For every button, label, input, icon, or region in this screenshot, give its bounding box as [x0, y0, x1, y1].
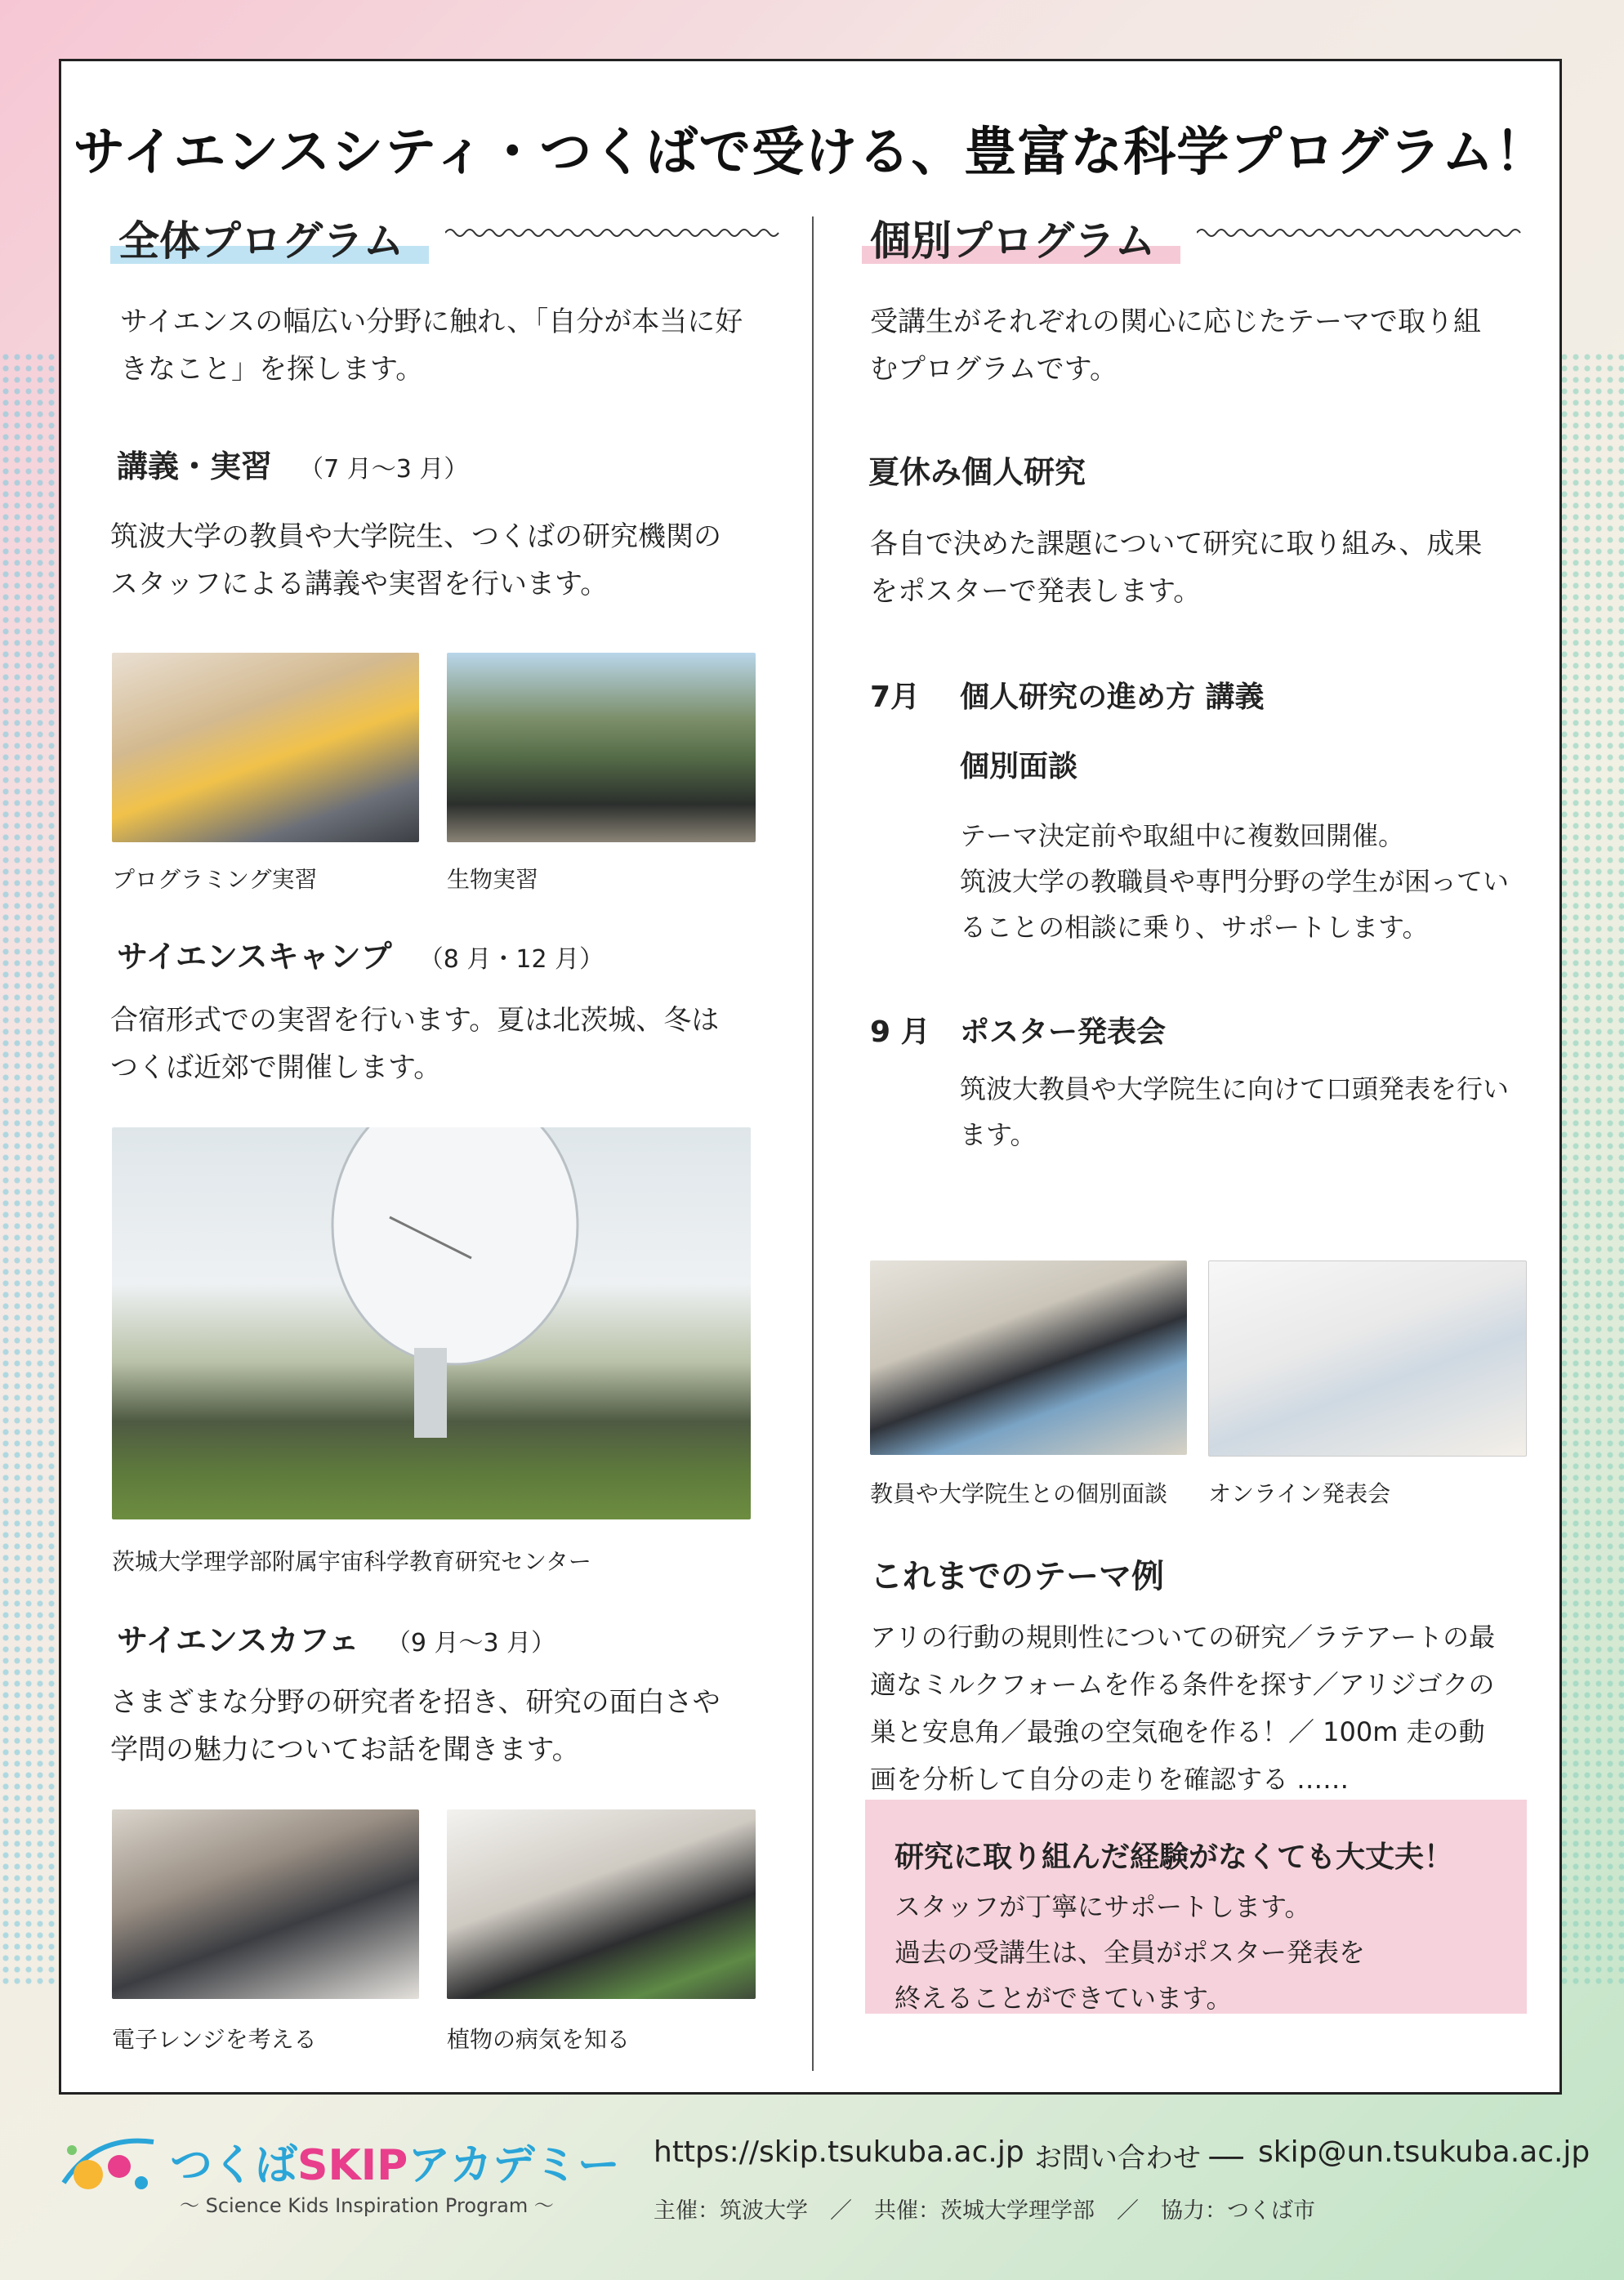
lectures-subheader [110, 441, 468, 486]
camp-group-photo [112, 1127, 751, 1519]
interview-photo [870, 1260, 1187, 1455]
callout-line: 過去の受講生は、全員がポスター発表を [895, 1937, 1366, 1968]
logo-skip: SKIP [297, 2141, 408, 2190]
themes-line: 画を分析して自分の走りを確認する …… [870, 1764, 1350, 1795]
logo-academy: アカデミー [408, 2141, 620, 2190]
lectures-line: スタッフによる講義や実習を行います。 [110, 568, 609, 600]
cafe-line: さまざまな分野の研究者を招き、研究の面白さや [110, 1686, 721, 1719]
summer-title-text: 夏休み個人研究 [868, 454, 1086, 490]
lectures-period: （7 月〜3 月） [299, 455, 469, 484]
lectures-title-text: 講義・実習 [117, 448, 273, 484]
sept-line: ます。 [960, 1119, 1037, 1150]
sept-label: 9 月 [870, 1015, 930, 1049]
july-line: テーマ決定前や取組中に複数回開催。 [960, 820, 1405, 851]
sept-line: 筑波大教員や大学院生に向けて口頭発表を行い [960, 1073, 1510, 1104]
skip-logo-text [170, 2131, 620, 2192]
online-presentation-photo [1208, 1260, 1527, 1457]
july-line: ることの相談に乗り、サポートします。 [960, 912, 1429, 943]
intro-line: むプログラムです。 [870, 353, 1118, 386]
page-title: サイエンスシティ・つくばで受ける、豊富な科学プログラム！ [73, 123, 1548, 183]
plant-photo [447, 1809, 756, 1999]
biology-photo [447, 653, 756, 842]
cafe-line: 学問の魅力についてお話を聞きます。 [110, 1733, 580, 1766]
camp-subheader [110, 931, 604, 976]
overall-intro [120, 298, 790, 393]
overall-program-header [110, 208, 788, 282]
camp-description [110, 997, 788, 1091]
programming-caption: プログラミング実習 [112, 866, 318, 893]
intro-line: 受講生がそれぞれの関心に応じたテーマで取り組 [870, 306, 1481, 338]
lectures-description [110, 513, 788, 608]
organizers: 主催：筑波大学 ／ 共催：茨城大学理学部 ／ 協力：つくば市 [654, 2198, 1315, 2224]
summer-title [862, 447, 1092, 492]
july-description [960, 813, 1548, 950]
skip-logo-icon [56, 2126, 162, 2207]
wavy-line-icon [1197, 223, 1524, 243]
cafe-title [110, 1615, 366, 1660]
individual-intro [870, 298, 1540, 393]
dish-antenna-icon [112, 1127, 751, 1519]
camp-line: 合宿形式での実習を行います。夏は北茨城、冬は [110, 1004, 720, 1037]
programming-photo [112, 653, 419, 842]
summer-description [870, 520, 1540, 615]
themes-line: 巣と安息角／最強の空気砲を作る！／ 100m 走の動 [870, 1716, 1485, 1747]
summer-subheader [862, 447, 1092, 492]
july-lecture: 個人研究の進め方 講義 [960, 680, 1265, 714]
camp-title [110, 931, 399, 976]
callout-title: 研究に取り組んだ経験がなくても大丈夫！ [895, 1841, 1454, 1874]
camp-caption: 茨城大学理学部附属宇宙科学教育研究センター [112, 1548, 591, 1575]
right-dot-pattern [1559, 351, 1624, 1985]
callout-line: スタッフが丁寧にサポートします。 [895, 1891, 1311, 1922]
camp-line: つくば近郊で開催します。 [110, 1051, 442, 1084]
themes-line: 適なミルクフォームを作る条件を探す／アリジゴクの [870, 1669, 1495, 1700]
callout-line: 終えることができています。 [895, 1983, 1233, 2014]
content-panel [59, 59, 1562, 2095]
website-link[interactable]: https://skip.tsukuba.ac.jp [654, 2135, 1024, 2169]
summer-line: 各自で決めた課題について研究に取り組み、成果 [870, 528, 1483, 560]
overall-program-column [110, 208, 788, 2053]
themes-title: これまでのテーマ例 [870, 1558, 1164, 1595]
logo-subtitle: 〜 Science Kids Inspiration Program 〜 [180, 2194, 554, 2217]
individual-program-heading: 個別プログラム [870, 217, 1156, 265]
logo-tsukuba: つくば [170, 2141, 298, 2190]
summer-line: をポスターで発表します。 [870, 575, 1202, 608]
online-caption: オンライン発表会 [1208, 1480, 1391, 1507]
sept-description [960, 1066, 1548, 1158]
left-dot-pattern [0, 351, 65, 1985]
cafe-title-text: サイエンスカフェ [117, 1622, 359, 1658]
plant-caption: 植物の病気を知る [447, 2026, 631, 2053]
lectures-line: 筑波大学の教員や大学院生、つくばの研究機関の [110, 520, 721, 553]
july-interview: 個別面談 [960, 750, 1078, 783]
biology-caption: 生物実習 [447, 866, 539, 893]
camp-period: （8 月・12 月） [418, 945, 605, 974]
email-link[interactable]: skip@un.tsukuba.ac.jp [1258, 2135, 1591, 2169]
footer [0, 2108, 1624, 2280]
interview-caption: 教員や大学院生との個別面談 [870, 1480, 1168, 1507]
themes-list [870, 1613, 1548, 1803]
sept-title: ポスター発表会 [960, 1015, 1167, 1049]
column-divider [812, 216, 814, 2071]
themes-line: アリの行動の規則性についての研究／ラテアートの最 [870, 1622, 1496, 1653]
camp-title-text: サイエンスキャンプ [117, 939, 392, 975]
contact-label: お問い合わせ ── [1034, 2142, 1243, 2175]
july-label: 7月 [870, 680, 921, 714]
cafe-subheader [110, 1615, 555, 1660]
cafe-period: （9 月〜3 月） [386, 1629, 556, 1658]
microwave-photo [112, 1809, 419, 1999]
microwave-caption: 電子レンジを考える [112, 2026, 317, 2053]
intro-line: きなこと」を探します。 [120, 353, 424, 386]
support-callout [865, 1800, 1527, 2014]
lectures-title [110, 441, 279, 486]
july-line: 筑波大学の教職員や専門分野の学生が困ってい [960, 866, 1510, 897]
wavy-line-icon [445, 223, 780, 243]
cafe-description [110, 1679, 788, 1774]
individual-program-column [862, 208, 1540, 1795]
overall-program-heading: 全体プログラム [118, 217, 404, 265]
intro-line: サイエンスの幅広い分野に触れ、「自分が本当に好 [120, 306, 743, 338]
individual-program-header [862, 208, 1540, 282]
